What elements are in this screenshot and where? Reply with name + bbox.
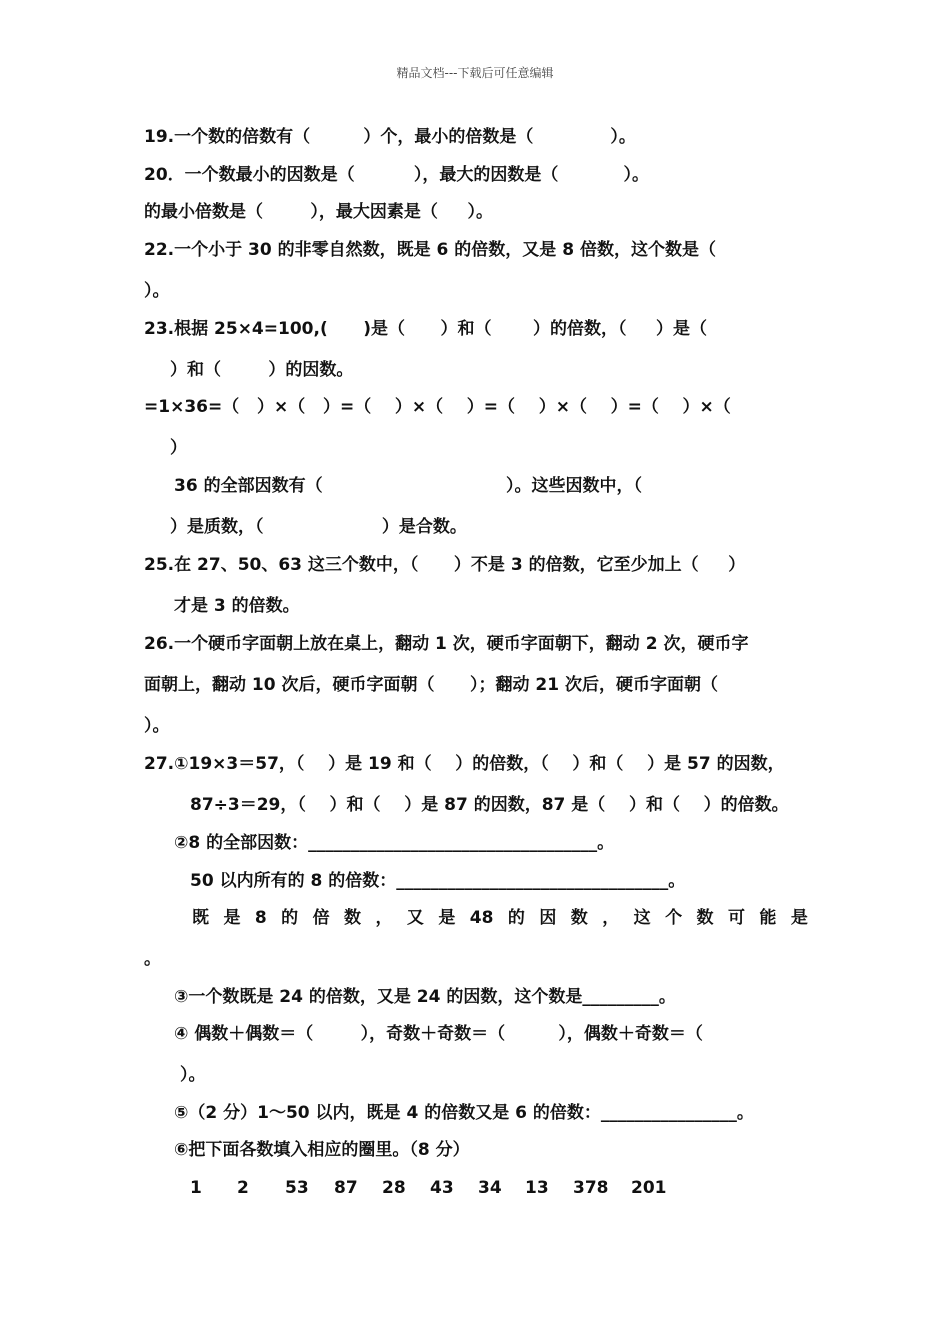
- word: 8: [254, 908, 267, 928]
- question-26-cont: 面朝上，翻动 10 次后，硬币字面朝（ ）；翻动 21 次后，硬币字面朝（: [144, 675, 718, 695]
- word: 是: [790, 908, 808, 928]
- page-header: 精品文档---下载后可任意编辑: [396, 66, 554, 80]
- question-26-end: ）。: [144, 716, 170, 736]
- number-item: 201: [631, 1178, 667, 1198]
- number-item: 87: [334, 1178, 358, 1198]
- question-27-1: 27.①19×3＝57，（ ）是 19 和（ ）的倍数，（ ）和（ ）是 57 的因数，: [144, 754, 785, 774]
- question-27-6: ⑥把下面各数填入相应的圈里。（8 分）: [174, 1140, 470, 1160]
- question-24: =1×36=（ ）×（ ）=（ ）×（ ）=（ ）×（ ）=（ ）×（: [144, 397, 731, 417]
- question-27-2-end: 。: [144, 949, 161, 969]
- question-22-end: ）。: [144, 281, 170, 301]
- word: 既: [192, 908, 209, 928]
- question-23-end: ）和（ ）的因数。: [170, 360, 354, 380]
- word: 个: [665, 908, 683, 928]
- question-22: 22.一个小于 30 的非零自然数，既是 6 的倍数，又是 8 倍数，这个数是（: [144, 240, 716, 260]
- question-24-prime: ）是质数，（ ）是合数。: [170, 517, 467, 537]
- question-24-end: ）: [170, 438, 187, 458]
- question-27-2-multiples: 50 以内所有的 8 的倍数：________________________________。: [190, 871, 686, 891]
- word: 数: [696, 908, 714, 928]
- word: ，: [375, 908, 393, 928]
- word: 的: [281, 908, 299, 928]
- word: 可: [727, 908, 745, 928]
- word: 这: [633, 908, 651, 928]
- question-27-2: ②8 的全部因数：__________________________________。: [174, 833, 615, 853]
- question-27-1-cont: 87÷3＝29，（ ）和（ ）是 87 的因数，87 是（ ）和（ ）的倍数。: [190, 795, 789, 815]
- word: 48: [469, 908, 494, 928]
- word: 数: [570, 908, 588, 928]
- number-item: 1: [190, 1178, 202, 1198]
- word: 是: [223, 908, 241, 928]
- question-27-3: ③一个数既是 24 的倍数，又是 24 的因数，这个数是_________。: [174, 987, 676, 1007]
- question-27-5: ⑤（2 分）1～50 以内，既是 4 的倍数又是 6 的倍数：________________。: [174, 1103, 754, 1123]
- number-item: 34: [478, 1178, 502, 1198]
- number-item: 43: [430, 1178, 454, 1198]
- question-25-end: 才是 3 的倍数。: [174, 596, 300, 616]
- question-27-4-end: ）。: [180, 1065, 206, 1085]
- word: 是: [438, 908, 456, 928]
- word: 又: [406, 908, 424, 928]
- word: ，: [602, 908, 620, 928]
- word: 的: [507, 908, 525, 928]
- question-25: 25.在 27、50、63 这三个数中，（ ）不是 3 的倍数，它至少加上（ ）: [144, 555, 746, 575]
- number-item: 28: [382, 1178, 406, 1198]
- question-27-4: ④ 偶数＋偶数＝（ ），奇数＋奇数＝（ ），偶数＋奇数＝（: [174, 1024, 703, 1044]
- question-24-factors: 36 的全部因数有（ ）。这些因数中，（: [174, 476, 643, 496]
- question-21: 的最小倍数是（ ），最大因素是（ ）。: [144, 202, 493, 222]
- word: 数: [344, 908, 362, 928]
- word: 因: [539, 908, 557, 928]
- question-20: 20．一个数最小的因数是（ ），最大的因数是（ ）。: [144, 165, 649, 185]
- question-27-2-both: [192, 907, 808, 929]
- word: 能: [759, 908, 777, 928]
- number-item: 53: [285, 1178, 309, 1198]
- number-item: 378: [573, 1178, 609, 1198]
- number-item: 13: [525, 1178, 549, 1198]
- word: 倍: [312, 908, 330, 928]
- question-23: 23.根据 25×4=100,( )是（ ）和（ ）的倍数，（ ）是（: [144, 319, 708, 339]
- number-item: 2: [237, 1178, 249, 1198]
- question-26: 26.一个硬币字面朝上放在桌上，翻动 1 次，硬币字面朝下，翻动 2 次，硬币字: [144, 634, 749, 654]
- question-19: 19.一个数的倍数有（ ）个，最小的倍数是（ ）。: [144, 127, 636, 147]
